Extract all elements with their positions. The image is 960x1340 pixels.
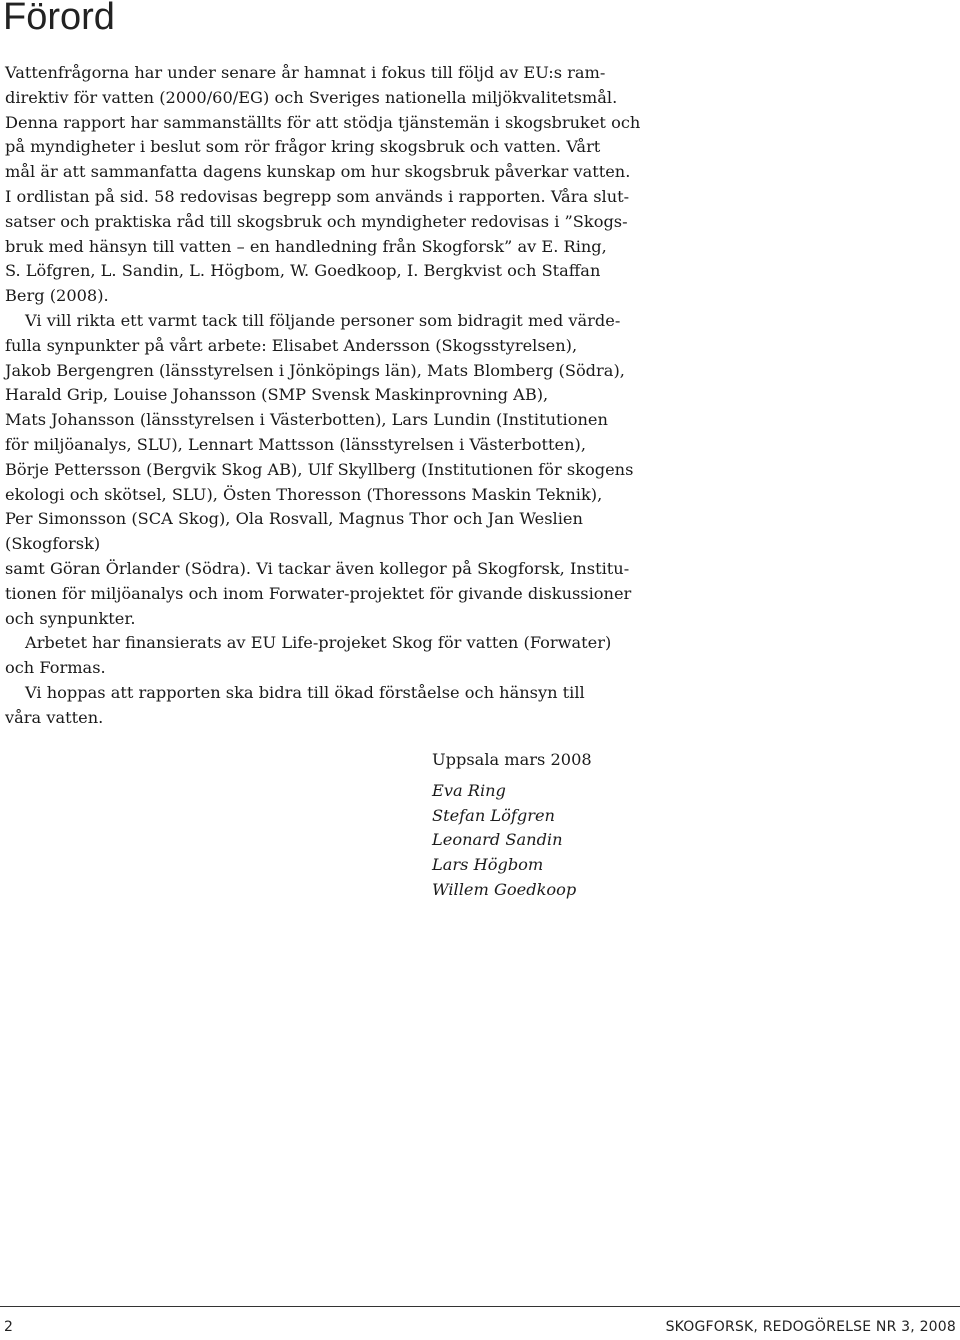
place-date: Uppsala mars 2008 [432, 750, 592, 769]
footer-divider [0, 1306, 960, 1307]
body-text [5, 61, 655, 731]
author-name: Leonard Sandin [432, 830, 563, 850]
page-number: 2 [4, 1319, 13, 1335]
author-name: Willem Goedkoop [432, 879, 577, 899]
author-name: Stefan Löfgren [432, 805, 555, 825]
paragraph-acknowledgements: Vi vill rikta ett varmt tack till följande personer som bidragit med värde- fulla synpunkter på vårt arbete: Elisabet Andersson (Skogsstyrelsen), Jakob Bergengren (länsstyrelsen i Jönköpings län), Mats Blomberg (Södra), Harald Grip, Louise Johansson (SMP Svensk Maskinprovning AB), Mats Johansson (länsstyrelsen i Västerbotten), Lars Lundin (Institutionen för miljöanalys, SLU), Lennart Mattsson (länsstyrelsen i Västerbotten), Börje Pettersson (Bergvik Skog AB), Ulf Skyllberg (Institutionen för skogens ekologi och skötsel, SLU), Östen Thoresson (Thoressons Maskin Teknik), Per Simonsson (SCA Skog), Ola Rosvall, Magnus Thor och Jan Weslien (Skogforsk) samt Göran Örlander (Södra). Vi tackar även kollegor på Skogforsk, Institu- tionen för miljöanalys och inom Forwater-projektet för givande diskussioner och synpunkter. [5, 310, 634, 628]
paragraph-intro: Vattenfrågorna har under senare år hamnat i fokus till följd av EU:s ram- direktiv för vatten (2000/60/EG) och Sveriges nationella miljökvalitetsmål. Denna rapport har sammanställts för att stödja tjänstemän i skogsbruket och på myndigheter i beslut som rör frågor kring skogsbruk och vatten. Vårt mål är att sammanfatta dagens kunskap om hur skogsbruk påverkar vatten. I ordlistan på sid. 58 redovisas begrepp som används i rapporten. Våra slut- satser och praktiska råd till skogsbruk och myndigheter redovisas i ”Skogs- bruk med hänsyn till vatten – en handledning från Skogforsk” av E. Ring, S. Löfgren, L. Sandin, L. Högbom, W. Goedkoop, I. Bergkvist och Staffan Berg (2008). [5, 63, 641, 306]
signature-block [432, 748, 592, 903]
author-name: Eva Ring [432, 780, 506, 800]
paragraph-closing: Vi hoppas att rapporten ska bidra till ökad förståelse och hänsyn till våra vatten. [5, 682, 585, 727]
page-title: Förord [3, 0, 115, 38]
author-name: Lars Högbom [432, 855, 544, 875]
publication-reference: SKOGFORSK, REDOGÖRELSE NR 3, 2008 [665, 1319, 956, 1335]
paragraph-funding: Arbetet har finansierats av EU Life-projeket Skog för vatten (Forwater) och Formas. [5, 633, 612, 678]
